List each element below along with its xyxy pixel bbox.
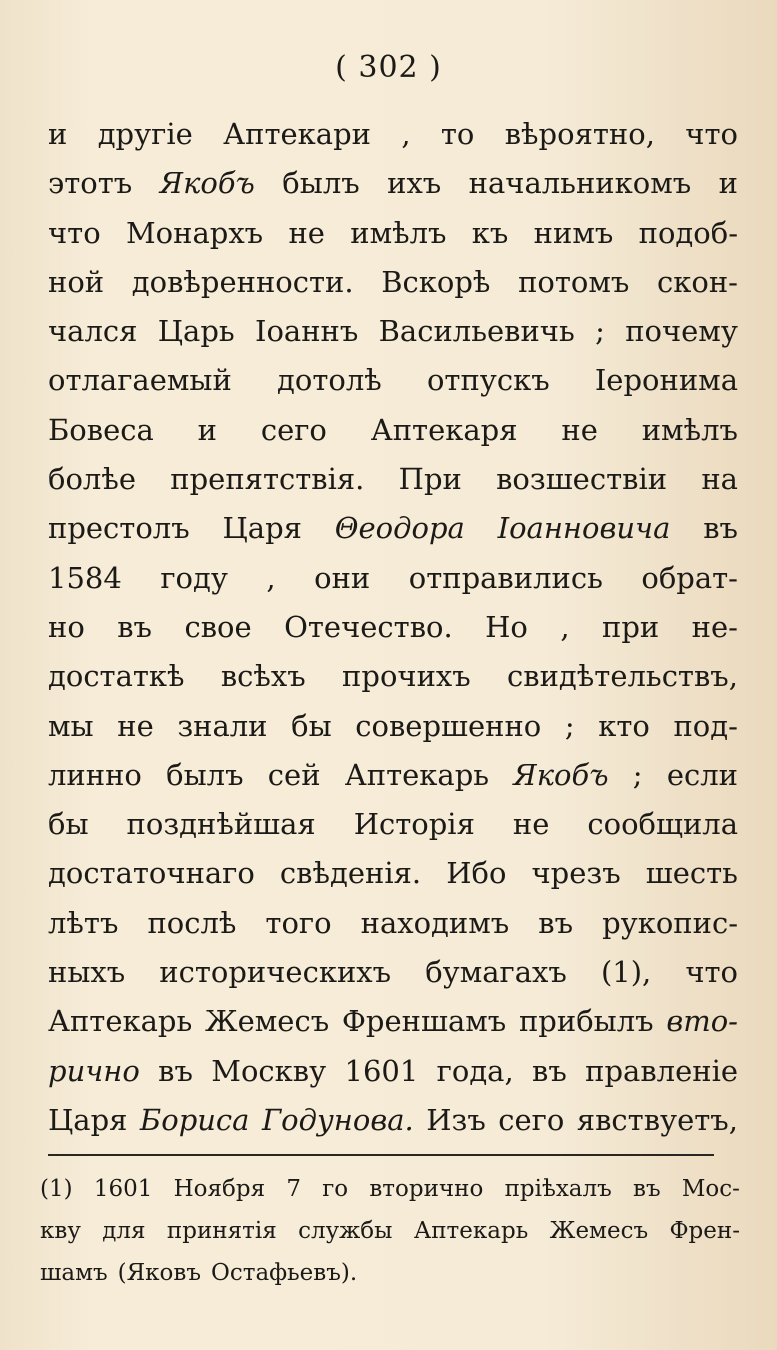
text-line [48,356,738,405]
word: кто [598,708,650,743]
word: ; [564,708,575,743]
word: мы [48,708,94,743]
text-line [48,110,738,159]
text-line [48,849,738,898]
text-line [48,209,738,258]
word: Годунова. [261,1102,414,1137]
word: Отечество. [284,609,453,644]
word: достаткѣ [48,659,185,694]
word: обрат- [641,560,738,595]
word: Вскорѣ [381,264,491,299]
word: при [601,609,660,644]
word: былъ [166,757,244,792]
word: бы [48,807,89,842]
footnote-word: вторично [369,1176,484,1202]
footnote-word: въ [633,1176,661,1202]
word: Царя [222,511,302,546]
word: Θеодора [334,511,465,546]
text-line [48,504,738,553]
word: совершенно [355,708,542,743]
text-line [48,406,738,455]
word: почему [625,314,738,349]
word: рично [48,1053,140,1088]
word: довѣренности. [131,264,354,299]
word: сего [260,412,327,447]
word: въ [117,609,153,644]
text-line [48,455,738,504]
footnote-word: для [102,1218,146,1244]
word: нимъ [533,215,614,250]
word: и [197,412,217,447]
text-line [48,1096,738,1145]
footnote-word: принятія [166,1218,277,1244]
word: 1584 [48,560,122,595]
footnote-line [40,1168,740,1210]
footnote-word: Ноября [173,1176,266,1202]
word: подоб- [638,215,738,250]
word: ; [632,757,643,792]
word: не [512,807,550,842]
word: въ [532,1053,567,1088]
word: прочихъ [342,659,471,694]
text-line [48,1047,738,1096]
word: Якобъ [159,166,255,201]
word: послѣ [147,905,237,940]
word: сообщила [587,807,738,842]
footnote-word: Жемесъ [549,1218,649,1244]
word: шесть [645,856,738,891]
word: сей [267,757,321,792]
word: (1), [600,955,652,990]
word: Бориса [139,1102,250,1137]
word: Аптекаря [370,412,518,447]
footnote-word: службы [298,1218,393,1244]
word: отлагаемый [48,363,232,398]
word: Аптекари [223,117,371,151]
word: историческихъ [159,955,392,990]
word: Ибо [446,856,507,891]
word: 1601 [344,1053,419,1088]
word: , [560,609,570,644]
word: Аптекарь [48,1004,193,1039]
word: Іеронима [594,363,738,398]
word: начальникомъ [468,166,692,201]
word: всѣхъ [220,659,306,694]
footnote-word: Френ- [669,1218,740,1244]
word: Френшамъ [341,1004,507,1039]
word: если [666,757,738,792]
word: позднѣйшая [126,807,316,842]
word: Исторія [353,807,475,842]
text-line [48,603,738,652]
word: имѣлъ [350,215,447,250]
footnote-word: шамъ [40,1260,108,1286]
word: находимъ [360,905,510,940]
text-line [48,159,738,208]
footnote-word: го [322,1176,349,1202]
word: того [265,905,332,940]
word: Васильевичь [378,314,575,349]
word: не [288,215,325,250]
word: отпускъ [426,363,550,398]
word: то [440,117,475,151]
text-line [48,800,738,849]
word: потомъ [518,264,630,299]
text-line [48,997,738,1046]
word: Якобъ [513,757,609,792]
word: не- [691,609,738,644]
word: бы [291,708,332,743]
word: престолъ [48,511,190,546]
text-line [48,899,738,948]
footnote-word: Мос- [681,1176,740,1202]
word: Іоаннъ [254,314,359,349]
word: не [117,708,154,743]
word: и [718,166,738,201]
word: этотъ [48,166,133,201]
word: скон- [657,264,738,299]
footnote-word: 7 [286,1176,301,1202]
text-line [48,751,738,800]
word: вѣроятно, [504,117,655,151]
word: Жемесъ [204,1004,330,1039]
word: явствуетъ, [576,1102,738,1137]
word: на [701,462,738,497]
word: чрезъ [531,856,621,891]
word: Монархъ [125,215,264,250]
text-line [48,702,738,751]
word: дотолѣ [277,363,382,398]
text-line [48,652,738,701]
word: бумагахъ [425,955,567,990]
word: , [401,117,411,151]
word: чался [48,314,138,349]
word: Изъ [426,1102,486,1137]
footnote-divider [48,1154,714,1156]
word: линно [48,757,142,792]
word: что [48,215,101,250]
word: ныхъ [48,955,126,990]
word: и [48,117,68,151]
footnote-line [40,1252,740,1294]
word: къ [471,215,509,250]
page-number: ( 302 ) [335,50,442,85]
text-line [48,307,738,356]
word: отправились [408,560,603,595]
word: въ [538,905,574,940]
word: свидѣтельствъ, [507,659,738,694]
word: свѣденія. [279,856,422,891]
word: Царя [48,1102,128,1137]
word: сего [498,1102,565,1137]
word: Царь [157,314,235,349]
word: свое [184,609,252,644]
footnote-word: (1) [40,1176,73,1202]
word: Іоанновича [497,511,671,546]
footnote-word: (Яковъ [117,1260,201,1286]
text-line [48,948,738,997]
footnote-word: 1601 [93,1176,153,1202]
word: другіе [97,117,193,151]
footnote-word: Остафьевъ). [210,1260,358,1286]
word: При [398,462,462,497]
word: лѣтъ [48,905,119,940]
word: ной [48,264,105,299]
text-line [48,554,738,603]
word: , [266,560,276,595]
word: въ [158,1053,193,1088]
text-line [48,258,738,307]
word: году [160,560,228,595]
word: но [48,609,85,644]
word: Бовеса [48,412,154,447]
word: былъ [282,166,360,201]
word: они [314,560,371,595]
word: достаточнаго [48,856,255,891]
footnote-word: пріѣхалъ [504,1176,612,1202]
word: не [561,412,598,447]
word: правленіе [585,1053,738,1088]
word: года, [436,1053,514,1088]
word: ихъ [387,166,442,201]
word: рукопис- [602,905,738,940]
word: вто- [666,1004,738,1039]
footnote [40,1168,740,1294]
word: Москву [211,1053,327,1088]
word: под- [673,708,738,743]
word: Но [485,609,528,644]
word: болѣе [48,462,136,497]
footnote-word: Аптекарь [413,1218,529,1244]
footnote-line [40,1210,740,1252]
word: препятствія. [170,462,365,497]
footnote-word: кву [40,1218,81,1244]
word: знали [177,708,268,743]
word: что [685,117,738,151]
word: возшествіи [496,462,668,497]
word: прибылъ [518,1004,654,1039]
word: имѣлъ [641,412,738,447]
word: Аптекарь [344,757,490,792]
word: въ [703,511,738,546]
word: что [685,955,738,990]
body-text [48,110,738,1145]
word: ; [595,314,605,349]
